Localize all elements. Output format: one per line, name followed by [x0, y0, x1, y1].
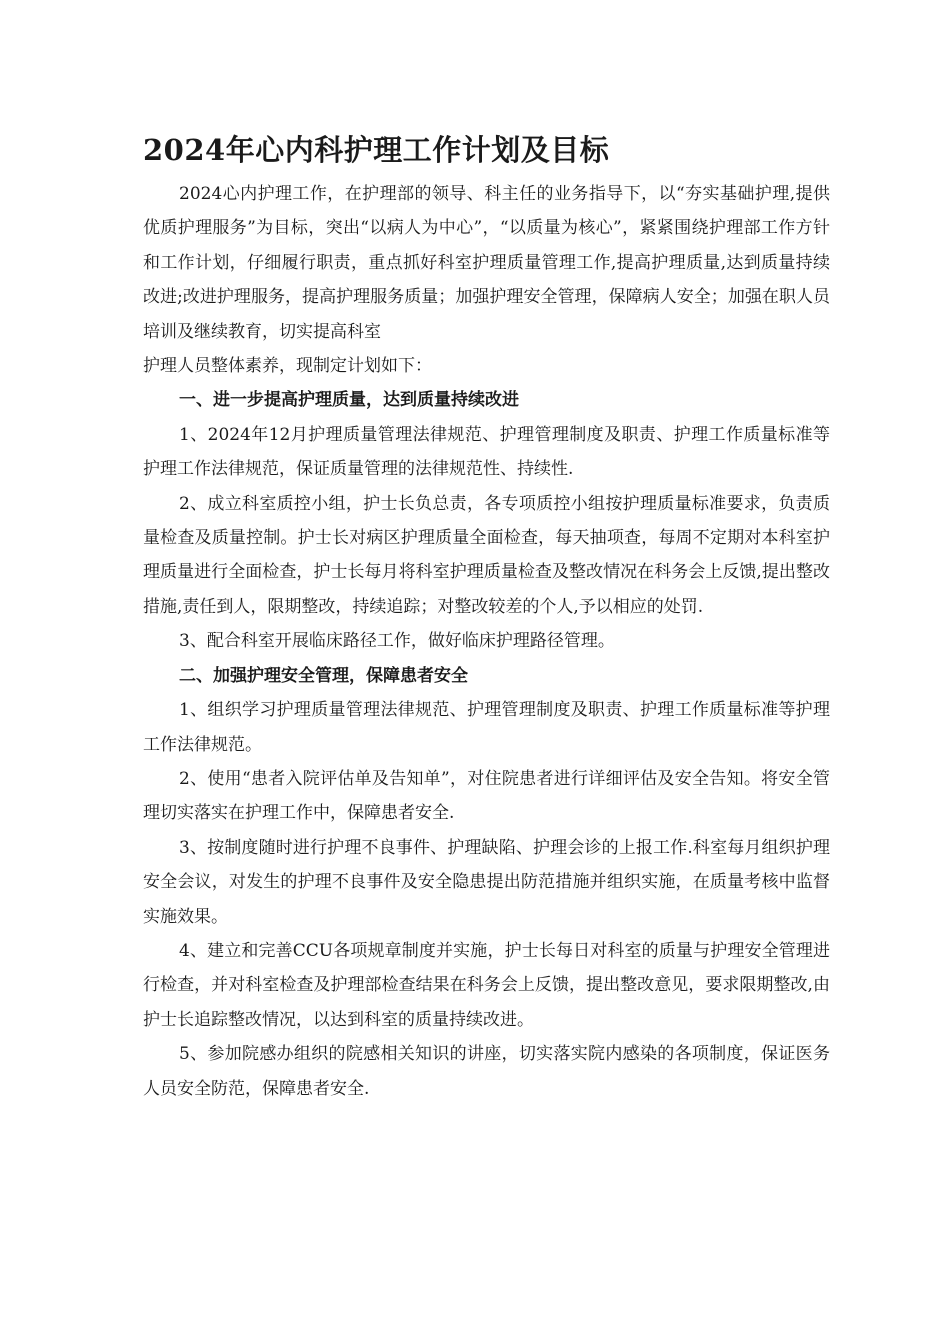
intro-paragraph: 2024心内护理工作，在护理部的领导、科主任的业务指导下，以“夯实基础护理,提供优质护理服务”为目标，突出“以病人为中心”，“以质量为核心”，紧紧围绕护理部工作方针和工作计划，仔细履行职责，重点抓好科室护理质量管理工作,提高护理质量,达到质量持续改进;改进护理服务，提高护理服务质量；加强护理安全管理，保障病人安全；加强在职人员培训及继续教育，切实提高科室 [143, 184, 830, 342]
list-item: 1、组织学习护理质量管理法律规范、护理管理制度及职责、护理工作质量标准等护理工作法律规范。 [143, 700, 830, 755]
document-title: 2024年心内科护理工作计划及目标 [143, 133, 610, 167]
intro-continuation: 护理人员整体素养，现制定计划如下： [143, 356, 432, 377]
list-item: 1、2024年12月护理质量管理法律规范、护理管理制度及职责、护理工作质量标准等护理工作法律规范，保证质量管理的法律规范性、持续性. [143, 424, 830, 480]
section-heading: 二、加强护理安全管理，保障患者安全 [179, 665, 468, 686]
list-item: 4、建立和完善CCU各项规章制度并实施，护士长每日对科室的质量与护理安全管理进行检查，并对科室检查及护理部检查结果在科务会上反馈，提出整改意见，要求限期整改,由护士长追踪整改情况，以达到科室的质量持续改进。 [143, 940, 830, 1030]
list-item: 5、参加院感办组织的院感相关知识的讲座，切实落实院内感染的各项制度，保证医务人员安全防范，保障患者安全. [143, 1044, 830, 1099]
list-item: 3、配合科室开展临床路径工作，做好临床护理路径管理。 [179, 631, 615, 652]
section-heading: 一、进一步提高护理质量，达到质量持续改进 [179, 390, 519, 411]
list-item: 2、使用“患者入院评估单及告知单”，对住院患者进行详细评估及安全告知。将安全管理切实落实在护理工作中，保障患者安全. [143, 768, 830, 824]
list-item: 2、成立科室质控小组，护士长负总责，各专项质控小组按护理质量标准要求，负责质量检查及质量控制。护士长对病区护理质量全面检查，每天抽项查，每周不定期对本科室护理质量进行全面检查，护士长每月将科室护理质量检查及整改情况在科务会上反馈,提出整改措施,责任到人，限期整改，持续追踪；对整改较差的个人,予以相应的处罚. [143, 493, 830, 617]
list-item: 3、按制度随时进行护理不良事件、护理缺陷、护理会诊的上报工作.科室每月组织护理安全会议，对发生的护理不良事件及安全隐患提出防范措施并组织实施，在质量考核中监督实施效果。 [143, 837, 830, 927]
